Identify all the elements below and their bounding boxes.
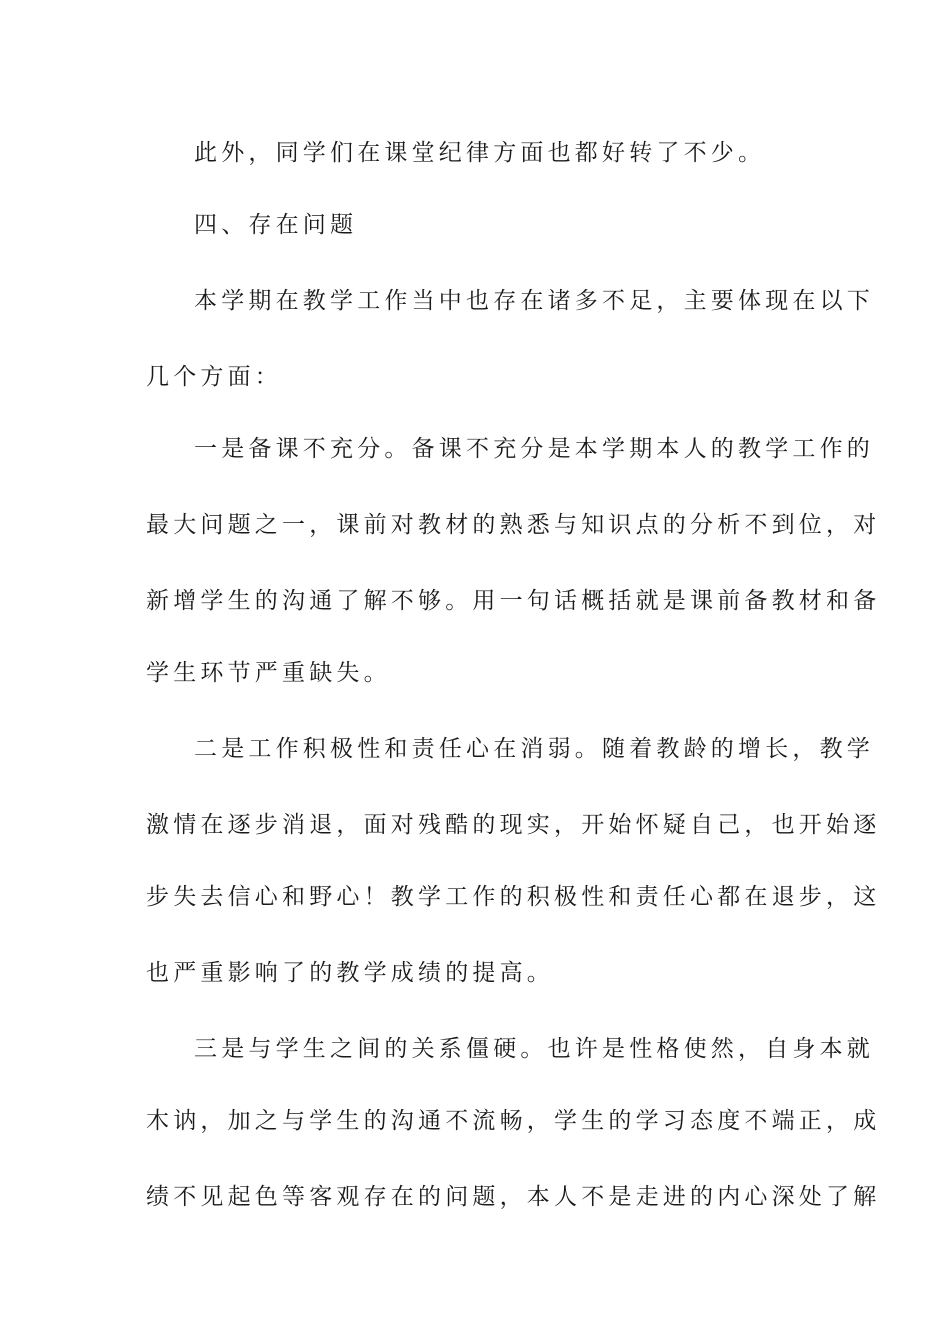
section-heading: 四、存在问题 (194, 212, 358, 238)
paragraph-line: 最大问题之一，课前对教材的熟悉与知识点的分析不到位，对 (146, 512, 881, 538)
paragraph-line: 本学期在教学工作当中也存在诸多不足，主要体现在以下 (194, 288, 874, 314)
paragraph-line: 木讷，加之与学生的沟通不流畅，学生的学习态度不端正，成 (146, 1108, 881, 1134)
paragraph-line: 也严重影响了的教学成绩的提高。 (146, 960, 554, 986)
paragraph-line: 激情在逐步消退，面对残酷的现实，开始怀疑自己，也开始逐 (146, 812, 881, 838)
paragraph-line: 二是工作积极性和责任心在消弱。随着教龄的增长，教学 (194, 736, 874, 762)
paragraph-line: 此外，同学们在课堂纪律方面也都好转了不少。 (194, 140, 766, 166)
paragraph-line: 绩不见起色等客观存在的问题，本人不是走进的内心深处了解 (146, 1184, 881, 1210)
paragraph-line: 新增学生的沟通了解不够。用一句话概括就是课前备教材和备 (146, 588, 881, 614)
paragraph-line: 步失去信心和野心！教学工作的积极性和责任心都在退步，这 (146, 884, 881, 910)
paragraph-line: 一是备课不充分。备课不充分是本学期本人的教学工作的 (194, 436, 874, 462)
paragraph-line: 三是与学生之间的关系僵硬。也许是性格使然，自身本就 (194, 1036, 874, 1062)
paragraph-line: 几个方面： (146, 364, 282, 390)
paragraph-line: 学生环节严重缺失。 (146, 660, 391, 686)
